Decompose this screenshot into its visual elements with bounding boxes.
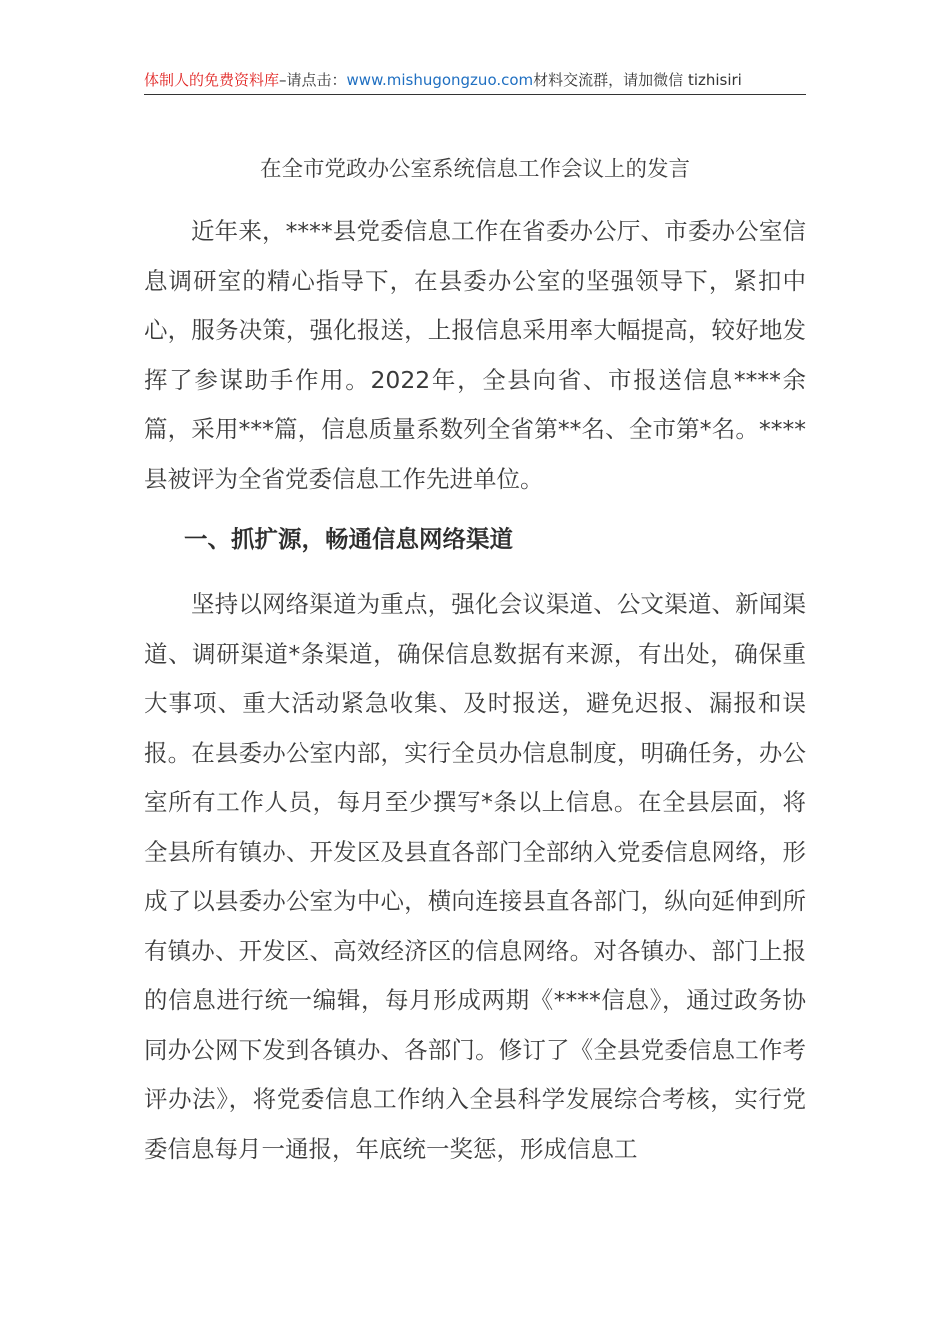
header-contact-text: 材料交流群，请加微信 tizhisiri (533, 71, 742, 89)
body-paragraph-section-1: 坚持以网络渠道为重点，强化会议渠道、公文渠道、新闻渠道、调研渠道*条渠道，确保信息数据有来源，有出处，确保重大事项、重大活动紧急收集、及时报送，避免迟报、漏报和误报。在县委办公室内部，实行全员办信息制度，明确任务，办公室所有工作人员，每月至少撰写*条以上信息。在全县层面，将全县所有镇办、开发区及县直各部门全部纳入党委信息网络，形成了以县委办公室为中心，横向连接县直各部门，纵向延伸到所有镇办、开发区、高效经济区的信息网络。对各镇办、部门上报的信息进行统一编辑，每月形成两期《****信息》，通过政务协同办公网下发到各镇办、各部门。修订了《全县党委信息工作考评办法》，将党委信息工作纳入全县科学发展综合考核，实行党委信息每月一通报，年底统一奖惩，形成信息工 (144, 590, 806, 1163)
header-brand-text: 体制人的免费资料库 (144, 71, 280, 89)
body-paragraph-intro: 近年来，****县党委信息工作在省委办公厅、市委办公室信息调研室的精心指导下，在县委办公室的坚强领导下，紧扣中心，服务决策，强化报送，上报信息采用率大幅提高，较好地发挥了参谋助手作用。2022年，全县向省、市报送信息****余篇，采用***篇，信息质量系数列全省第**名、全市第*名。****县被评为全省党委信息工作先进单位。 (144, 217, 806, 493)
section-heading-1: 一、抓扩源，畅通信息网络渠道 (184, 525, 513, 553)
header-website-link[interactable]: www.mishugongzuo.com (346, 71, 534, 89)
header-prompt-text: –请点击： (279, 71, 347, 89)
page-header-banner (144, 66, 806, 95)
document-title: 在全市党政办公室系统信息工作会议上的发言 (259, 157, 690, 182)
